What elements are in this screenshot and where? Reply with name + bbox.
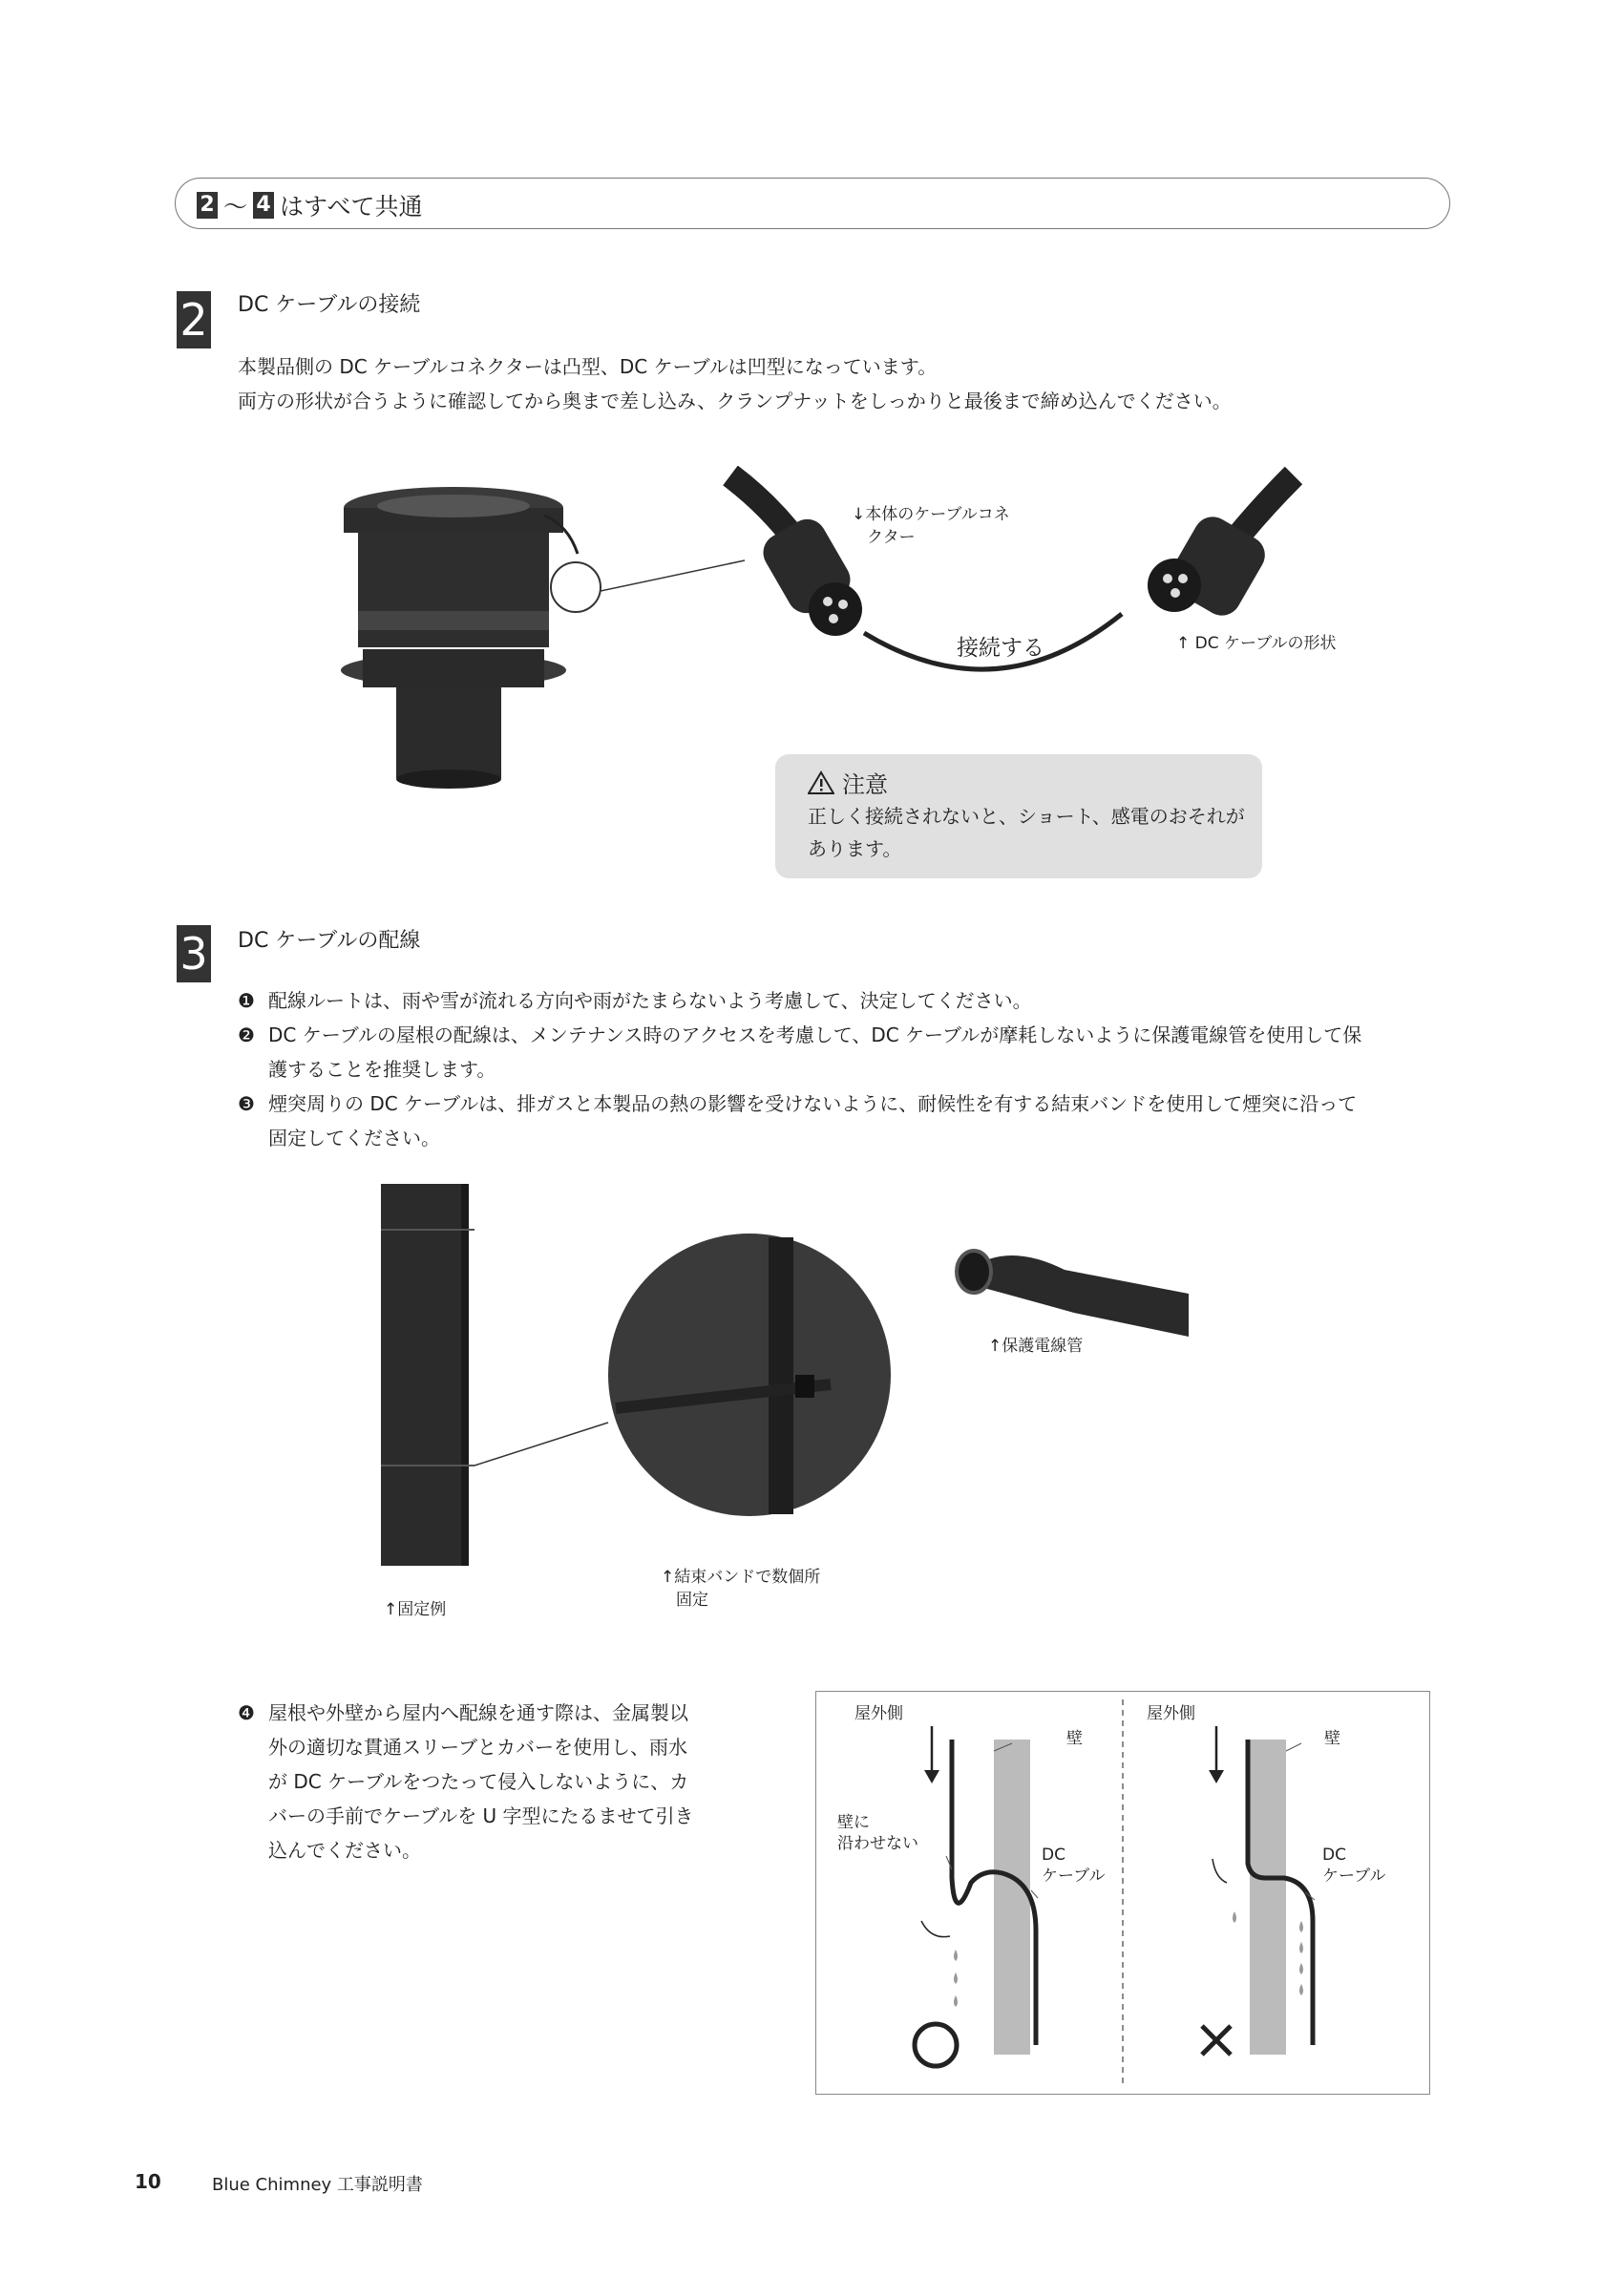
wiring-diagram-graphic <box>816 1692 1429 2094</box>
item-4-line-1: 屋根や外壁から屋内へ配線を通す際は、金属製以 <box>268 1701 688 1724</box>
item-2-line-2: 護することを推奨します。 <box>268 1058 496 1081</box>
step-3-heading: DC ケーブルの配線 <box>238 929 421 953</box>
item-2-line-1: DC ケーブルの屋根の配線は、メンテナンス時のアクセスを考慮して、DC ケーブルが摩耗しないように保護電線管を使用して保 <box>268 1023 1362 1046</box>
label-not-along-2: 沿わせない <box>837 1834 918 1853</box>
caption-body-connector-2: クター <box>867 528 916 547</box>
banner-num-start: 2 <box>197 192 218 219</box>
banner-num-end: 4 <box>253 192 274 219</box>
caption-conduit: ↑保護電線管 <box>988 1337 1084 1356</box>
step-2-heading: DC ケーブルの接続 <box>238 293 421 317</box>
caution-text: 正しく接続されないと、ショート、感電のおそれがあります。 <box>808 805 1245 860</box>
label-not-along-1: 壁に <box>837 1813 870 1832</box>
item-3-bullet: ❸ <box>238 1092 255 1115</box>
item-4-line-2: 外の適切な貫通スリーブとカバーを使用し、雨水 <box>268 1736 687 1759</box>
wiring-diagram <box>815 1691 1430 2095</box>
item-3-line-1: 煙突周りの DC ケーブルは、排ガスと本製品の熱の影響を受けないように、耐候性を有する結束バンドを使用して煙突に沿って <box>268 1092 1358 1115</box>
label-dc-left-2: ケーブル <box>1042 1867 1106 1886</box>
connect-label: 接続する <box>957 636 1044 661</box>
step-2-line-2: 両方の形状が合うように確認してから奥まで差し込み、クランプナットをしっかりと最後まで締め込んでください。 <box>238 390 1232 412</box>
step-2-line-1: 本製品側の DC ケーブルコネクターは凸型、DC ケーブルは凹型になっています。 <box>238 355 938 378</box>
item-4-line-3: が DC ケーブルをつたって侵入しないように、カ <box>268 1770 689 1793</box>
label-wall-left: 壁 <box>1066 1729 1083 1748</box>
document-title: Blue Chimney 工事説明書 <box>212 2175 423 2195</box>
label-dc-right-2: ケーブル <box>1322 1867 1386 1886</box>
label-wall-right: 壁 <box>1324 1729 1340 1748</box>
step-3-number: 3 <box>177 925 211 982</box>
caution-box <box>775 754 1262 878</box>
item-3-line-2: 固定してください。 <box>268 1127 440 1150</box>
step-2-number: 2 <box>177 291 211 348</box>
item-1-text: 配線ルートは、雨や雪が流れる方向や雨がたまらないよう考慮して、決定してください。 <box>268 989 1032 1012</box>
product-photo <box>334 458 582 802</box>
caption-band-2: 固定 <box>676 1591 708 1610</box>
item-4-bullet: ❹ <box>238 1701 255 1724</box>
caption-body-connector-1: ↓本体のケーブルコネ <box>852 505 1010 524</box>
conduit-photo <box>950 1232 1198 1346</box>
chimney-fixing-photo <box>368 1184 902 1575</box>
item-4-line-5: 込んでください。 <box>268 1839 421 1862</box>
label-dc-right-1: DC <box>1322 1846 1346 1865</box>
item-4-line-4: バーの手前でケーブルを U 字型にたるませて引き <box>268 1804 694 1827</box>
page-number: 10 <box>135 2170 161 2193</box>
label-outside-right: 屋外側 <box>1147 1704 1195 1723</box>
section-banner <box>175 178 1450 229</box>
caption-band-1: ↑結束バンドで数個所 <box>661 1568 821 1587</box>
banner-tilde: ～ <box>223 193 248 221</box>
banner-text: はすべて共通 <box>280 193 423 221</box>
caption-fixed-example: ↑固定例 <box>384 1600 447 1619</box>
zoom-callout <box>549 559 749 616</box>
label-dc-left-1: DC <box>1042 1846 1065 1865</box>
item-1-bullet: ❶ <box>238 989 255 1012</box>
warning-icon <box>808 770 834 795</box>
label-outside-left: 屋外側 <box>854 1704 903 1723</box>
item-2-bullet: ❷ <box>238 1023 255 1046</box>
caution-title: 注意 <box>842 771 888 798</box>
caption-dc-shape: ↑ DC ケーブルの形状 <box>1176 634 1337 653</box>
